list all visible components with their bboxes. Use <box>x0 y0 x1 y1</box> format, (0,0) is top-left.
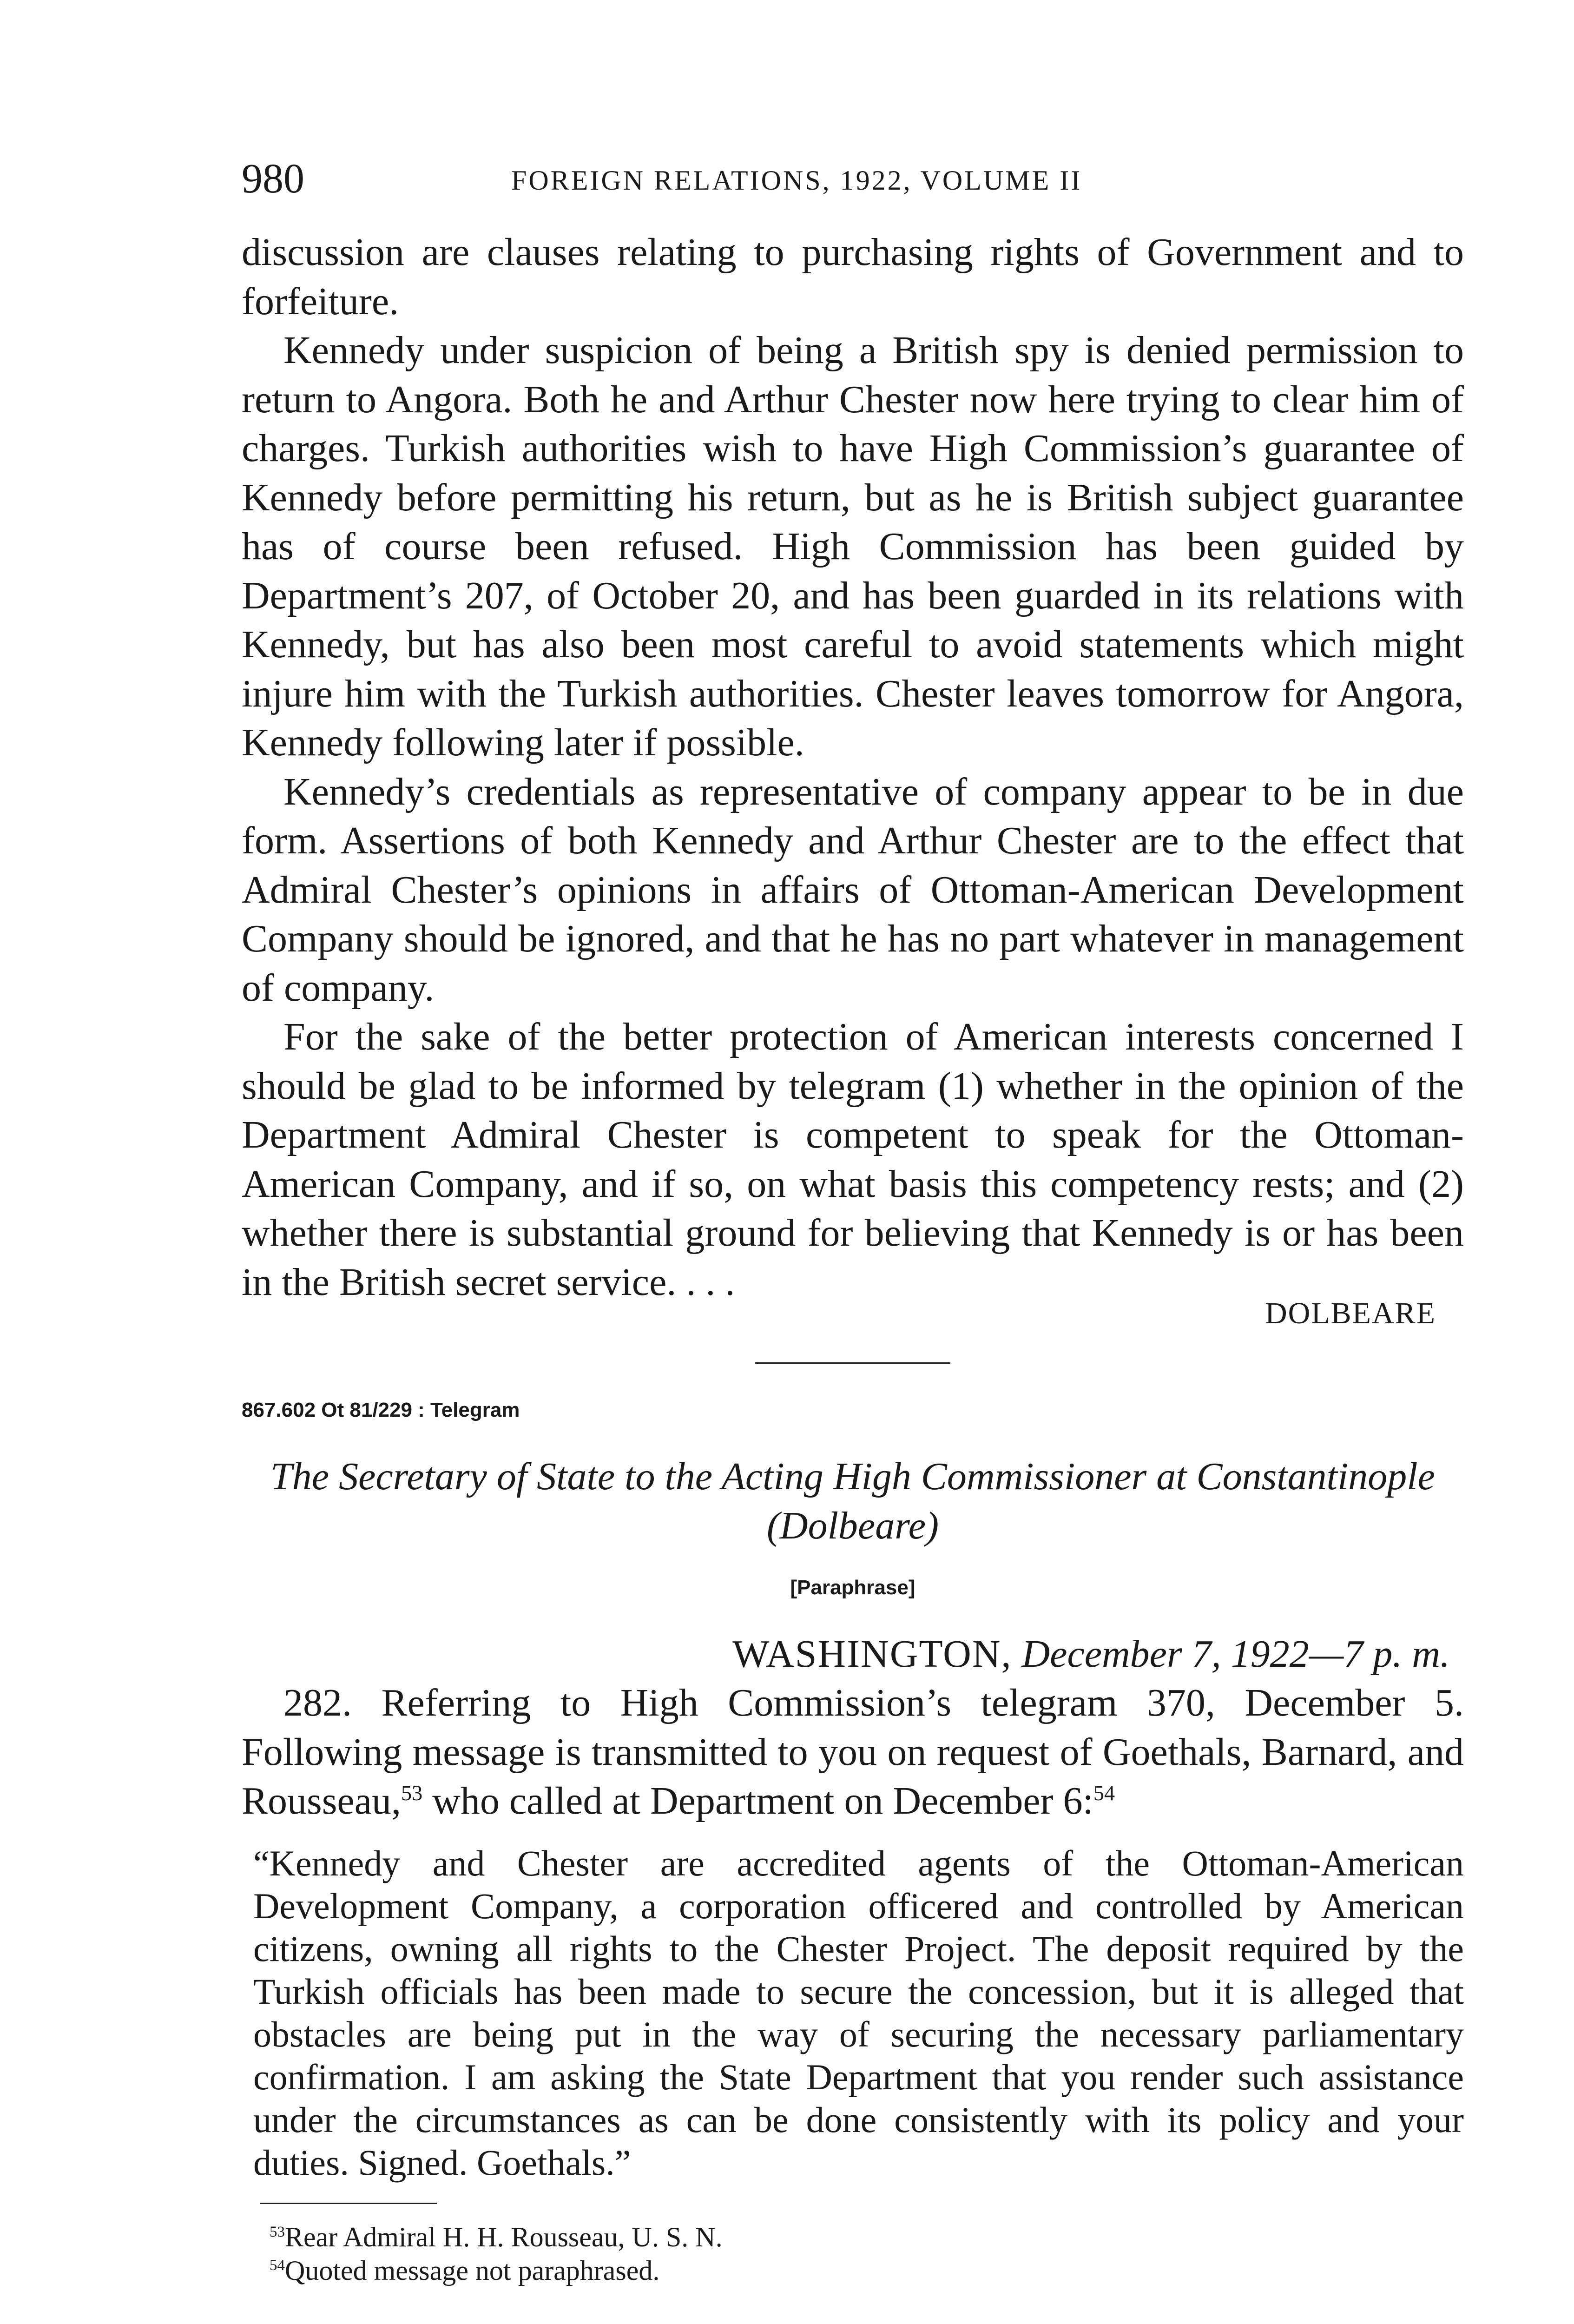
continuation-paragraph: discussion are clauses relating to purchasing rights of Government and to forfeiture. <box>242 231 1464 323</box>
telegram-paragraph-tail: who called at Department on December 6: <box>422 1779 1093 1822</box>
document-title: The Secretary of State to the Acting High Commissioner at Constantinople (Dolbeare) <box>270 1455 1435 1547</box>
footnote-53-number: 53 <box>270 2223 285 2240</box>
footnotes <box>242 2220 1464 2287</box>
paraphrase-label: [Paraphrase] <box>790 1576 915 1599</box>
telegram-paragraph <box>242 1678 1464 1826</box>
continuation-section <box>242 228 1464 1334</box>
footnote-54 <box>270 2254 1464 2287</box>
footnote-54-text: Quoted message not paraphrased. <box>285 2255 660 2286</box>
paragraph-kennedy-suspicion: Kennedy under suspicion of being a British spy is denied permission to return to Angora. Both he and Arthur Chester now here trying to clear him of charges. Turkish authorities wish to have High Commission’s guarantee of Kennedy before permitting his return, but as he is British subject guarantee has of course been refused. High Commission has been guided by Department’s 207, of October 20, and has been guarded in its relations with Kennedy, but has also been most careful to avoid statements which might injure him with the Turkish authorities. Chester leaves tomorrow for Angora, Kennedy following later if possible. <box>242 329 1464 764</box>
paragraph-request-information: For the sake of the better protection of American interests concerned I should be glad to be informed by telegram (1) whether in the opinion of the Department Admiral Chester is competent to speak for the Ottoman-American Company, and if so, on what basis this competency rests; and (2) whether there is substantial ground for believing that Kennedy is or has been in the British secret service. . . . <box>242 1015 1464 1304</box>
document-page <box>242 153 1464 2287</box>
footnote-divider <box>260 2203 437 2204</box>
footnote-ref-53[interactable]: 53 <box>401 1781 423 1805</box>
telegram-paragraph-main: 282. Referring to High Commission’s telegram 370, December 5. Following message is transmitted to you on request of Goethals, Barnard, and Rousseau, <box>242 1681 1464 1822</box>
paragraph-kennedy-credentials: Kennedy’s credentials as representative of company appear to be in due form. Assertions of both Kennedy and Arthur Chester are to the effect that Admiral Chester’s opinions in affairs of Ottoman-American Development Company should be ignored, and that he has no part whatever in management of company. <box>242 770 1464 1010</box>
page-number: 980 <box>242 156 304 202</box>
footnote-53 <box>270 2220 1464 2254</box>
signature-dolbeare: DOLBEARE <box>1265 1296 1436 1330</box>
footnote-ref-54[interactable]: 54 <box>1093 1781 1115 1805</box>
file-reference: 867.602 Ot 81/229 : Telegram <box>242 1399 520 1421</box>
page-header <box>242 153 1464 209</box>
section-divider <box>755 1362 950 1364</box>
dateline <box>242 1630 1450 1678</box>
footnote-53-text: Rear Admiral H. H. Rousseau, U. S. N. <box>285 2221 723 2252</box>
dateline-place: WASHINGTON, <box>732 1632 1012 1676</box>
running-head: FOREIGN RELATIONS, 1922, VOLUME II <box>511 165 1082 196</box>
dateline-date: December 7, 1922—7 p. m. <box>1021 1632 1450 1676</box>
quoted-message: “Kennedy and Chester are accredited agents of the Ottoman-American Development Company, a corporation officered and controlled by American citizens, owning all rights to the Chester Project. The deposit required by the Turkish officials has been made to secure the concession, but it is alleged that obstacles are being put in the way of securing the necessary parliamentary confirmation. I am asking the State Department that you render such assistance under the circumstances as can be done consistently with its policy and your duties. Signed. Goethals.” <box>253 1842 1464 2183</box>
footnote-54-number: 54 <box>270 2257 285 2274</box>
